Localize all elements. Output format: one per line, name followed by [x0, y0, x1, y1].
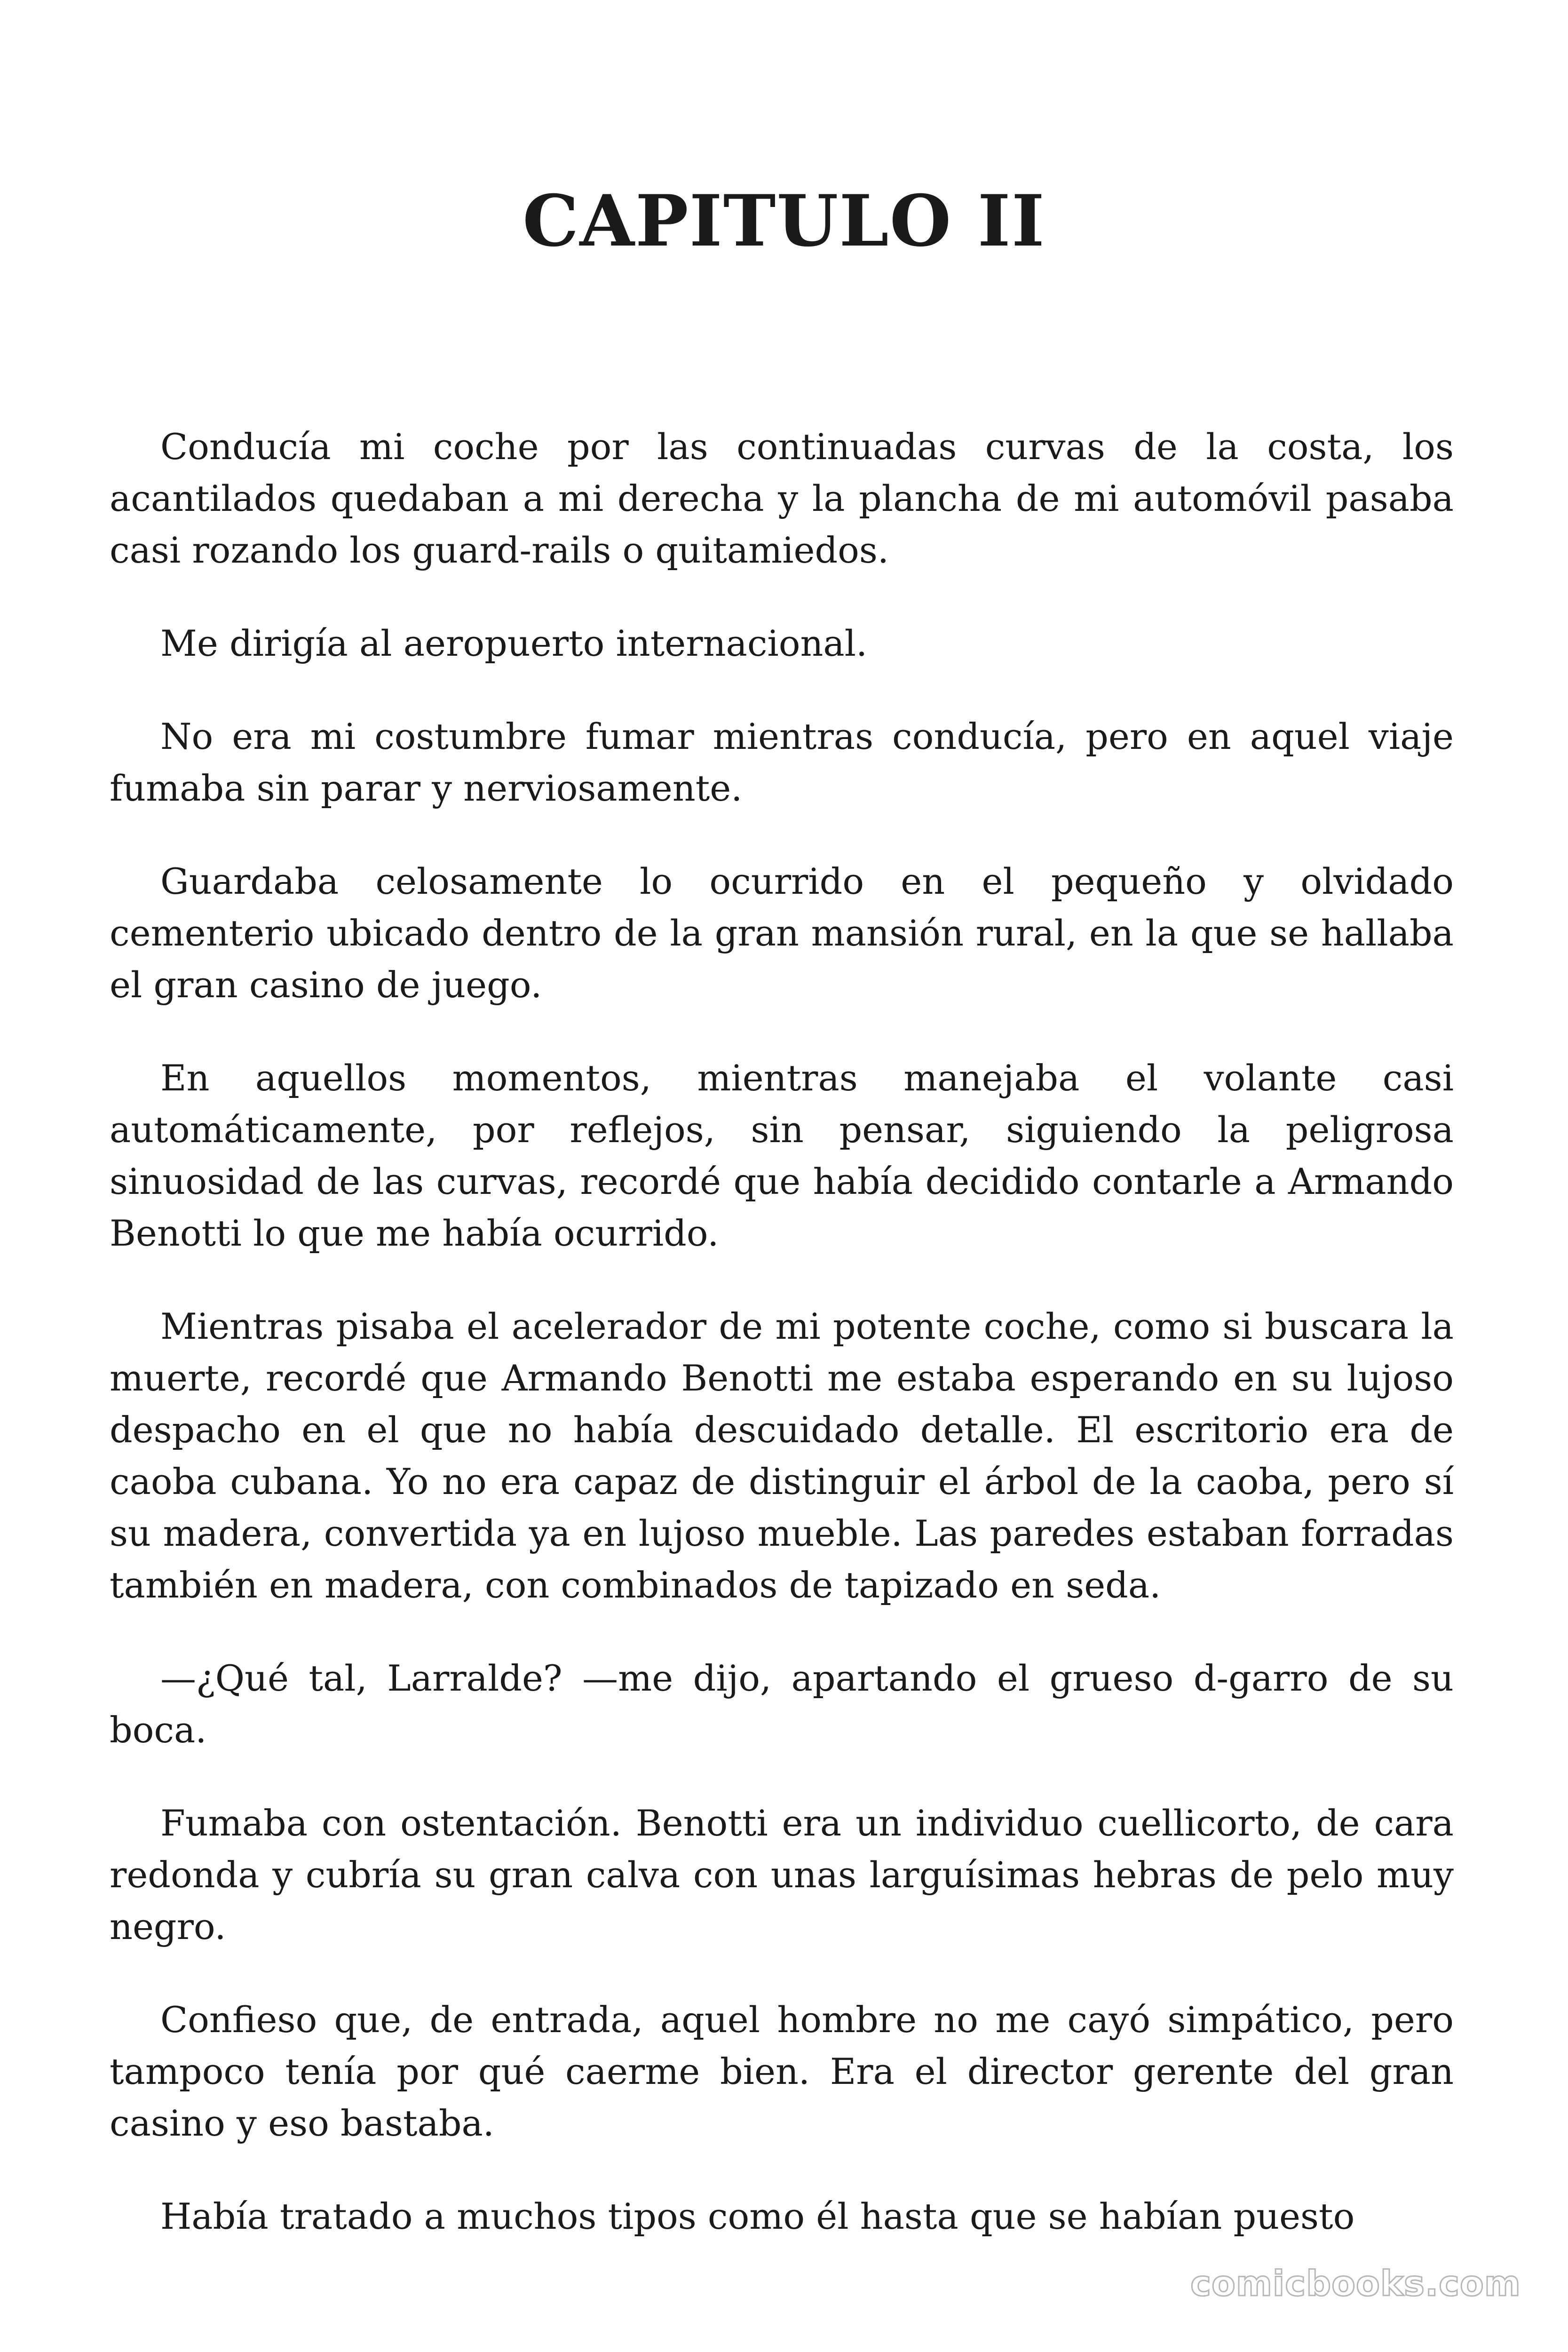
chapter-body	[110, 421, 1454, 2284]
paragraph: No era mi costumbre fumar mientras conducía, pero en aquel viaje fumaba sin parar y nerviosamente.	[110, 715, 1454, 809]
paragraph: En aquellos momentos, mientras manejaba el volante casi automáticamente, por reflejos, sin pensar, siguiendo la peligrosa sinuosidad de las curvas, recordé que había decidido contarle a Armando Benotti lo que me había ocurrido.	[110, 1057, 1454, 1254]
paragraph: Confieso que, de entrada, aquel hombre no me cayó simpático, pero tampoco tenía por qué caerme bien. Era el director gerente del gran casino y eso bastaba.	[110, 1999, 1454, 2144]
paragraph: —¿Qué tal, Larralde? —me dijo, apartando el grueso d-garro de su boca.	[110, 1657, 1454, 1751]
paragraph: Mientras pisaba el acelerador de mi potente coche, como si buscara la muerte, recordé que Armando Benotti me estaba esperando en su lujoso despacho en el que no había descuidado detalle. El escritorio era de caoba cubana. Yo no era capaz de distinguir el árbol de la caoba, pero sí su madera, convertida ya en lujoso mueble. Las paredes estaban forradas también en madera, con combinados de tapizado en seda.	[110, 1305, 1454, 1606]
paragraph: Conducía mi coche por las continuadas curvas de la costa, los acantilados quedaban a mi derecha y la plancha de mi automóvil pasaba casi rozando los guard-rails o quitamiedos.	[110, 426, 1454, 571]
paragraph: Fumaba con ostentación. Benotti era un individuo cuellicorto, de cara redonda y cubría su gran calva con unas larguísimas hebras de pelo muy negro.	[110, 1802, 1454, 1947]
watermark: comicbooks.com	[1190, 2264, 1521, 2304]
paragraph: Había tratado a muchos tipos como él hasta que se habían puesto	[160, 2195, 1355, 2237]
paragraph: Me dirigía al aeropuerto internacional.	[160, 622, 868, 664]
paragraph: Guardaba celosamente lo ocurrido en el pequeño y olvidado cementerio ubicado dentro de la gran mansión rural, en la que se hallaba el gran casino de juego.	[110, 860, 1454, 1006]
chapter-title: CAPITULO II	[523, 180, 1045, 262]
